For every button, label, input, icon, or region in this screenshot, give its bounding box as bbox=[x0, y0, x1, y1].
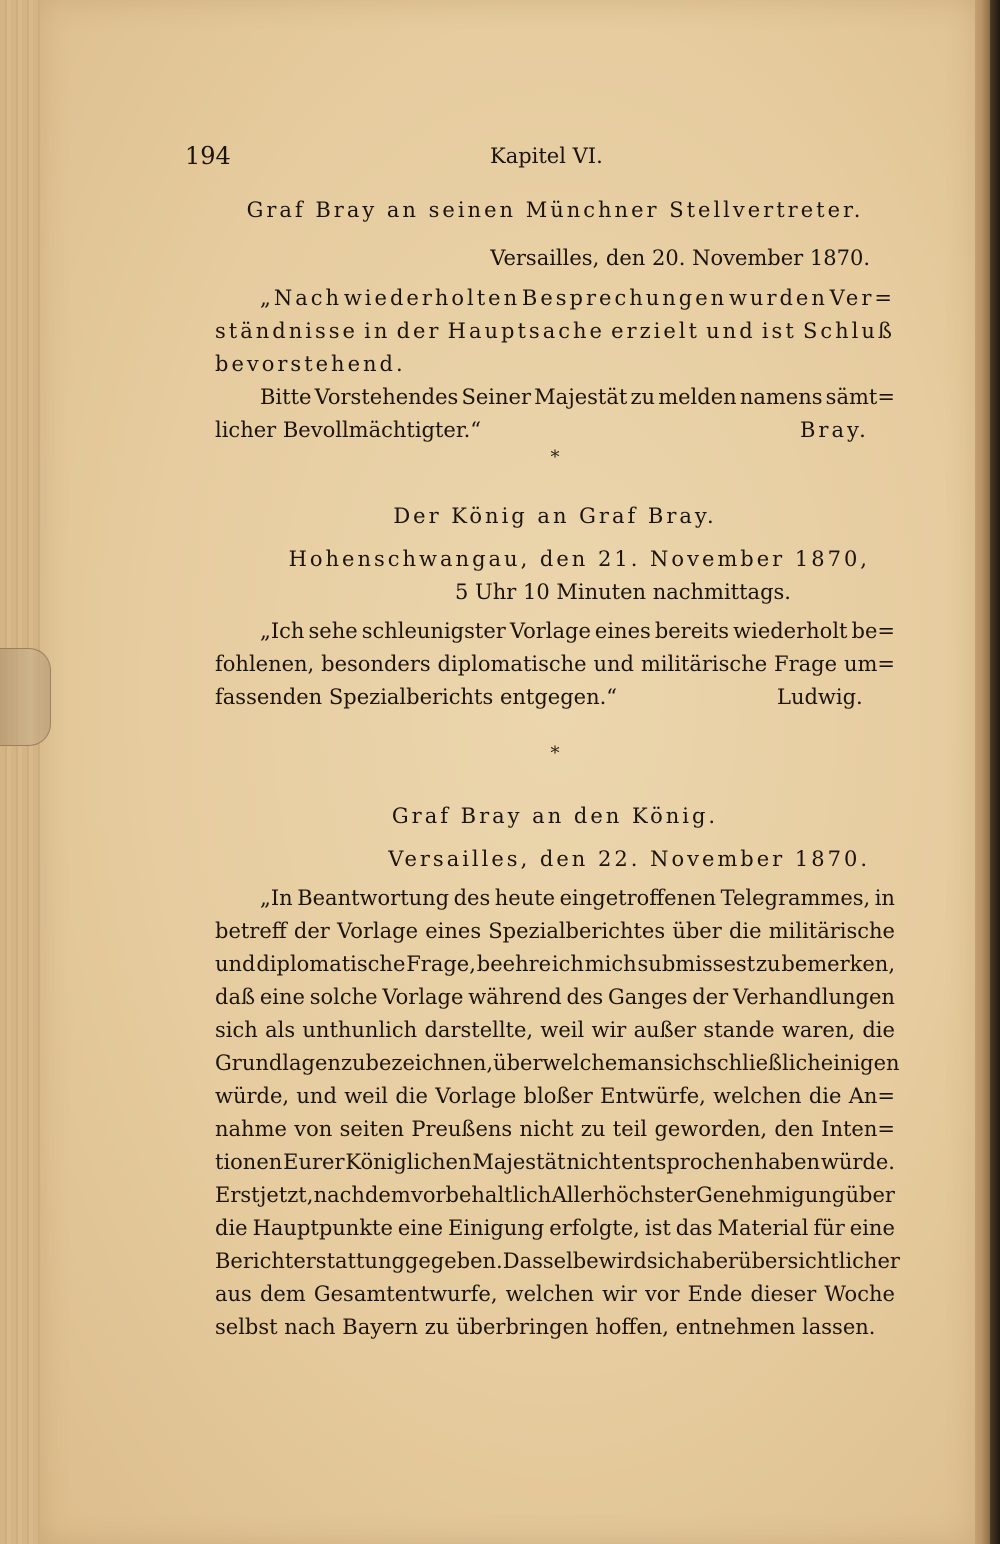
book-spine bbox=[990, 0, 1000, 1544]
word: eine bbox=[259, 985, 305, 1009]
word: wiederholten bbox=[343, 286, 521, 310]
word: ständnisse bbox=[215, 319, 358, 343]
word: der bbox=[396, 319, 442, 343]
text-block bbox=[185, 0, 900, 1544]
separator-asterisk: * bbox=[550, 743, 560, 764]
text-line bbox=[215, 1016, 895, 1044]
word: gegeben. bbox=[404, 1249, 503, 1273]
word: An= bbox=[848, 1084, 895, 1108]
signature: Ludwig. bbox=[777, 685, 863, 709]
signature: Bray. bbox=[800, 418, 869, 442]
text-line: licher Bevollmächtigter.“ bbox=[215, 418, 481, 442]
word: für bbox=[813, 1216, 845, 1240]
word: bereits bbox=[654, 619, 730, 643]
word: das bbox=[675, 1216, 713, 1240]
word: Allerhöchster bbox=[551, 1183, 696, 1207]
word: Vorstehendes bbox=[314, 385, 459, 409]
word: bloßer bbox=[523, 1084, 593, 1108]
text-line bbox=[215, 317, 895, 345]
text-line bbox=[215, 1247, 900, 1275]
text-line bbox=[260, 383, 895, 411]
word: sich bbox=[663, 1051, 707, 1075]
word: sämt= bbox=[825, 385, 895, 409]
word: welche bbox=[542, 1051, 618, 1075]
word: diplomatische bbox=[256, 952, 406, 976]
section-heading: Der König an Graf Bray. bbox=[393, 504, 717, 528]
word: man bbox=[617, 1051, 664, 1075]
word: eine bbox=[849, 1216, 895, 1240]
text-line bbox=[215, 1214, 895, 1242]
section-heading: Graf Bray an seinen Münchner Stellvertreter. bbox=[246, 198, 864, 222]
word: tionen bbox=[215, 1150, 283, 1174]
word: Ganges bbox=[608, 985, 688, 1009]
page-number: 194 bbox=[185, 142, 231, 170]
word: weil bbox=[540, 1018, 585, 1042]
word: erfolgte, bbox=[549, 1216, 640, 1240]
place-date: Hohenschwangau, den 21. November 1870, bbox=[288, 547, 870, 571]
word: die bbox=[808, 1084, 842, 1108]
word: über bbox=[845, 1183, 895, 1207]
word: darstellte, bbox=[424, 1018, 534, 1042]
word: Besprechungen bbox=[521, 286, 728, 310]
word: und bbox=[215, 952, 256, 976]
word: sich bbox=[215, 1018, 258, 1042]
word: eines bbox=[425, 919, 482, 943]
word: des bbox=[453, 886, 491, 910]
word: einigen bbox=[820, 1051, 900, 1075]
word: melden bbox=[658, 385, 737, 409]
word: „Ich bbox=[260, 619, 305, 643]
word: welchen bbox=[505, 1282, 594, 1306]
word: nahme bbox=[215, 1117, 287, 1141]
word: solche bbox=[309, 985, 378, 1009]
word: entsprochen bbox=[621, 1150, 754, 1174]
word: und bbox=[296, 1084, 337, 1108]
word: vor bbox=[644, 1282, 680, 1306]
word: Schluß bbox=[802, 319, 895, 343]
word: diplomatische bbox=[437, 652, 587, 676]
word: übersichtlicher bbox=[738, 1249, 900, 1273]
word: betreff bbox=[215, 919, 287, 943]
word: besonders bbox=[321, 652, 431, 676]
word: um= bbox=[843, 652, 895, 676]
word: namens bbox=[739, 385, 823, 409]
word: als bbox=[265, 1018, 296, 1042]
text-line bbox=[260, 617, 895, 645]
chapter-header: Kapitel VI. bbox=[490, 144, 603, 168]
word: „Nach bbox=[260, 286, 343, 310]
text-line bbox=[215, 1280, 895, 1308]
word: ich bbox=[551, 952, 584, 976]
word: würde. bbox=[820, 1150, 895, 1174]
word: Hauptsache bbox=[447, 319, 605, 343]
word: vorbehaltlich bbox=[410, 1183, 552, 1207]
word: von bbox=[294, 1117, 333, 1141]
text-line bbox=[215, 983, 895, 1011]
word: Hauptpunkte bbox=[252, 1216, 393, 1240]
word: zu bbox=[580, 1117, 606, 1141]
word: wir bbox=[591, 1018, 627, 1042]
word: sehe bbox=[308, 619, 358, 643]
word: Eurer bbox=[283, 1150, 345, 1174]
word: bezeichnen, bbox=[365, 1051, 494, 1075]
section-heading: Graf Bray an den König. bbox=[391, 804, 719, 828]
word: eine bbox=[397, 1216, 444, 1240]
separator-asterisk: * bbox=[550, 447, 560, 468]
word: und bbox=[706, 319, 756, 343]
place-date: Versailles, den 22. November 1870. bbox=[388, 847, 870, 871]
text-line bbox=[215, 650, 895, 678]
word: teil bbox=[612, 1117, 648, 1141]
word: Entwürfe, bbox=[600, 1084, 706, 1108]
word: über bbox=[493, 1051, 543, 1075]
word: be= bbox=[851, 619, 895, 643]
word: Vorlage bbox=[382, 985, 464, 1009]
word: Königlichen bbox=[345, 1150, 472, 1174]
word: in bbox=[874, 886, 895, 910]
word: die bbox=[215, 1216, 248, 1240]
word: wiederholt bbox=[733, 619, 848, 643]
word: ist bbox=[644, 1216, 671, 1240]
word: zu bbox=[340, 1051, 366, 1075]
word: Frage, bbox=[406, 952, 476, 976]
word: heute bbox=[494, 886, 556, 910]
word: Gesamtentwurfe, bbox=[313, 1282, 498, 1306]
word: Berichterstattung bbox=[215, 1249, 405, 1273]
word: während bbox=[468, 985, 562, 1009]
word: erzielt bbox=[611, 319, 700, 343]
word: würde, bbox=[215, 1084, 290, 1108]
word: „In bbox=[260, 886, 293, 910]
word: wird bbox=[598, 1249, 647, 1273]
word: Woche bbox=[824, 1282, 895, 1306]
word: die bbox=[862, 1018, 895, 1042]
text-line bbox=[215, 1115, 895, 1143]
text-line bbox=[260, 284, 895, 312]
time-line: 5 Uhr 10 Minuten nachmittags. bbox=[455, 580, 791, 604]
clip-mark bbox=[0, 648, 51, 746]
word: die bbox=[728, 919, 762, 943]
word: wurden bbox=[728, 286, 828, 310]
text-line bbox=[215, 917, 895, 945]
text-line: bevorstehend. bbox=[215, 352, 406, 376]
word: außer bbox=[633, 1018, 697, 1042]
word: Einigung bbox=[448, 1216, 545, 1240]
word: Telegrammes, bbox=[720, 886, 871, 910]
word: den bbox=[774, 1117, 814, 1141]
word: geworden, bbox=[654, 1117, 768, 1141]
word: Inten= bbox=[821, 1117, 895, 1141]
text-line bbox=[215, 950, 895, 978]
word: Bitte bbox=[260, 385, 312, 409]
word: beehre bbox=[476, 952, 552, 976]
word: welchen bbox=[713, 1084, 802, 1108]
word: jetzt, bbox=[259, 1183, 314, 1207]
word: in bbox=[364, 319, 391, 343]
word: Ver= bbox=[829, 286, 895, 310]
word: Preußens bbox=[411, 1117, 513, 1141]
word: Seiner bbox=[461, 385, 532, 409]
word: nicht bbox=[566, 1150, 621, 1174]
word: zu bbox=[755, 952, 781, 976]
word: mich bbox=[584, 952, 637, 976]
word: Material bbox=[717, 1216, 809, 1240]
word: bemerken, bbox=[781, 952, 895, 976]
word: fohlenen, bbox=[215, 652, 315, 676]
word: Spezialberichtes bbox=[488, 919, 666, 943]
word: dieser bbox=[750, 1282, 817, 1306]
word: Beantwortung bbox=[297, 886, 450, 910]
word: militärische bbox=[768, 919, 895, 943]
word: Majestät bbox=[534, 385, 628, 409]
word: Dasselbe bbox=[502, 1249, 599, 1273]
word: der bbox=[692, 985, 729, 1009]
word: waren, bbox=[781, 1018, 856, 1042]
word: Genehmigung bbox=[696, 1183, 846, 1207]
place-date: Versailles, den 20. November 1870. bbox=[490, 246, 870, 270]
text-line bbox=[215, 1049, 900, 1077]
word: Ende bbox=[687, 1282, 743, 1306]
word: Vorlage bbox=[509, 619, 591, 643]
word: nachdem bbox=[313, 1183, 411, 1207]
word: haben bbox=[754, 1150, 821, 1174]
word: seiten bbox=[339, 1117, 404, 1141]
word: submissest bbox=[637, 952, 756, 976]
word: unthunlich bbox=[302, 1018, 418, 1042]
word: zu bbox=[630, 385, 656, 409]
word: weil bbox=[344, 1084, 389, 1108]
word: schleunigster bbox=[361, 619, 506, 643]
word: Vorlage bbox=[337, 919, 419, 943]
word: aber bbox=[689, 1249, 739, 1273]
word: eines bbox=[594, 619, 651, 643]
word: Erst bbox=[215, 1183, 260, 1207]
word: Majestät bbox=[472, 1150, 566, 1174]
word: eingetroffenen bbox=[559, 886, 717, 910]
text-line bbox=[215, 1082, 895, 1110]
word: schließlich bbox=[706, 1051, 821, 1075]
text-line bbox=[215, 1148, 895, 1176]
word: dem bbox=[259, 1282, 306, 1306]
word: stande bbox=[703, 1018, 775, 1042]
text-line: selbst nach Bayern zu überbringen hoffen, entnehmen lassen. bbox=[215, 1315, 876, 1339]
word: wir bbox=[602, 1282, 637, 1306]
word: Grundlagen bbox=[215, 1051, 341, 1075]
text-line: fassenden Spezialberichts entgegen.“ bbox=[215, 685, 618, 709]
word: über bbox=[672, 919, 722, 943]
word: des bbox=[566, 985, 604, 1009]
text-line bbox=[215, 1181, 895, 1209]
word: der bbox=[293, 919, 330, 943]
word: Vorlage bbox=[435, 1084, 517, 1108]
word: Verhandlungen bbox=[733, 985, 895, 1009]
text-line bbox=[260, 884, 895, 912]
word: ist bbox=[761, 319, 797, 343]
word: und bbox=[593, 652, 634, 676]
word: daß bbox=[215, 985, 255, 1009]
word: Frage bbox=[774, 652, 838, 676]
word: sich bbox=[646, 1249, 690, 1273]
word: aus bbox=[215, 1282, 252, 1306]
word: militärische bbox=[640, 652, 768, 676]
word: die bbox=[395, 1084, 428, 1108]
word: nicht bbox=[519, 1117, 574, 1141]
